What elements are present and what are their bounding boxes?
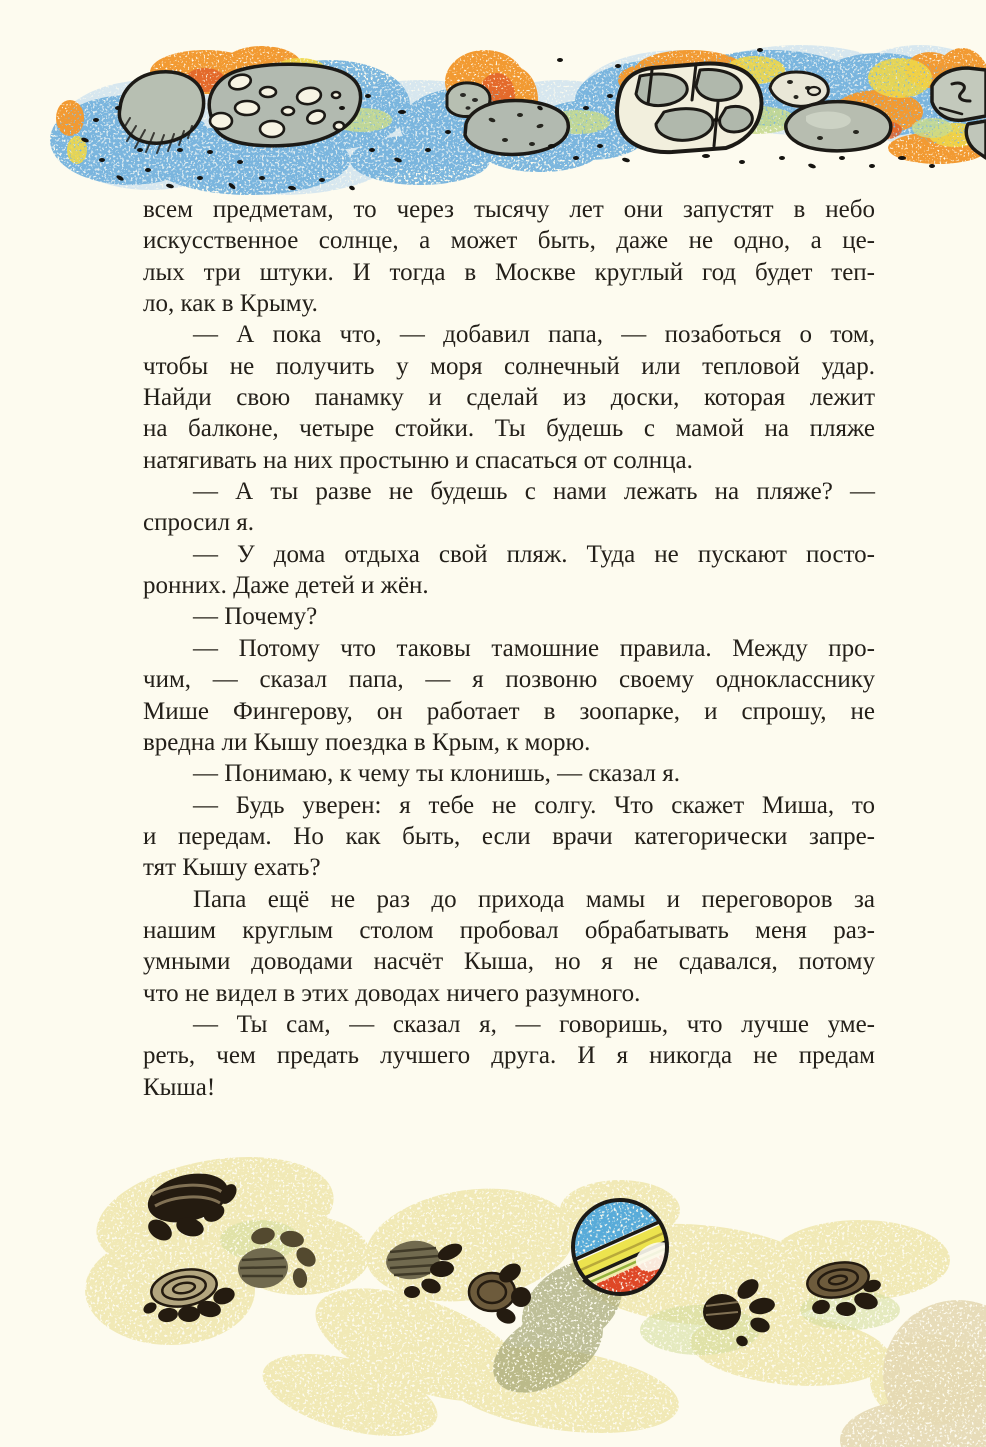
text-line: на балконе, четыре стойки. Ты будешь с мамой на пляже <box>143 415 875 443</box>
paragraph <box>143 319 875 476</box>
paragraph <box>143 884 875 1009</box>
stone-faceted <box>617 64 762 153</box>
text-line: — А пока что, — добавил папа, — позаботься о том, <box>193 321 875 349</box>
text-line: — Потому что таковы тамошние правила. Между про- <box>193 634 875 662</box>
paragraph <box>143 758 875 789</box>
text-line: Кыша! <box>143 1073 216 1101</box>
stone-dotted <box>770 72 828 106</box>
text-line: — А ты разве не будешь с нами лежать на пляже? — <box>193 478 875 506</box>
text-line: ронних. Даже детей и жён. <box>143 572 429 600</box>
text-line: — У дома отдыха свой пляж. Туда не пускают посто- <box>193 540 875 568</box>
text-line: Папа ещё не раз до прихода мамы и переговоров за <box>193 885 875 913</box>
text-line: и передам. Но как быть, если врачи категорически запре- <box>143 822 875 850</box>
text-line: чим, — сказал папа, — я позвоню своему однокласснику <box>143 666 875 694</box>
text-line: всем предметам, то через тысячу лет они запустят в небо <box>143 196 875 223</box>
text-line: тят Кышу ехать? <box>143 854 321 882</box>
text-line: — Ты сам, — сказал я, — говоришь, что лучше уме- <box>193 1010 875 1038</box>
stones-illustration <box>0 0 986 210</box>
text-line: чтобы не получить у моря солнечный или тепловой удар. <box>143 352 875 380</box>
paragraph <box>143 539 875 602</box>
paragraph <box>143 790 875 884</box>
paragraph <box>143 476 875 539</box>
text-line: Найди свою панамку и сделай из доски, которая лежит <box>143 384 875 412</box>
text-line: — Почему? <box>193 603 318 631</box>
paragraph <box>143 1009 875 1103</box>
text-line: лых три штуки. И тогда в Москве круглый год будет теп- <box>143 258 875 286</box>
text-line: что не видел в этих доводах ничего разумного. <box>143 979 641 1007</box>
stone-wide <box>786 102 891 151</box>
text-line: — Понимаю, к чему ты клонишь, — сказал я. <box>193 760 680 788</box>
paragraph <box>143 601 875 632</box>
paragraph <box>143 194 875 319</box>
text-line: нашим круглым столом пробовал обрабатывать меня раз- <box>143 916 875 944</box>
text-line: спросил я. <box>143 509 255 537</box>
text-line: Мише Фингерову, он работает в зоопарке, и спрошу, не <box>143 697 875 725</box>
text-line: — Будь уверен: я тебе не солгу. Что скажет Миша, то <box>193 791 875 819</box>
text-line: умными доводами насчёт Кыша, но я не сдавался, потому <box>143 948 875 976</box>
text-line: ло, как в Крыму. <box>143 290 318 318</box>
text-line: натягивать на них простыню и спасаться от солнца. <box>143 446 693 474</box>
paw-prints-illustration <box>0 1140 986 1447</box>
text-line: реть, чем предать лучшего друга. И я никогда не предам <box>143 1042 875 1070</box>
text-line: вредна ли Кышу поездка в Крым, к морю. <box>143 728 591 756</box>
page-text <box>143 194 875 1103</box>
text-line: искусственное солнце, а может быть, даже не одно, а це- <box>143 227 875 255</box>
paragraph <box>143 633 875 758</box>
